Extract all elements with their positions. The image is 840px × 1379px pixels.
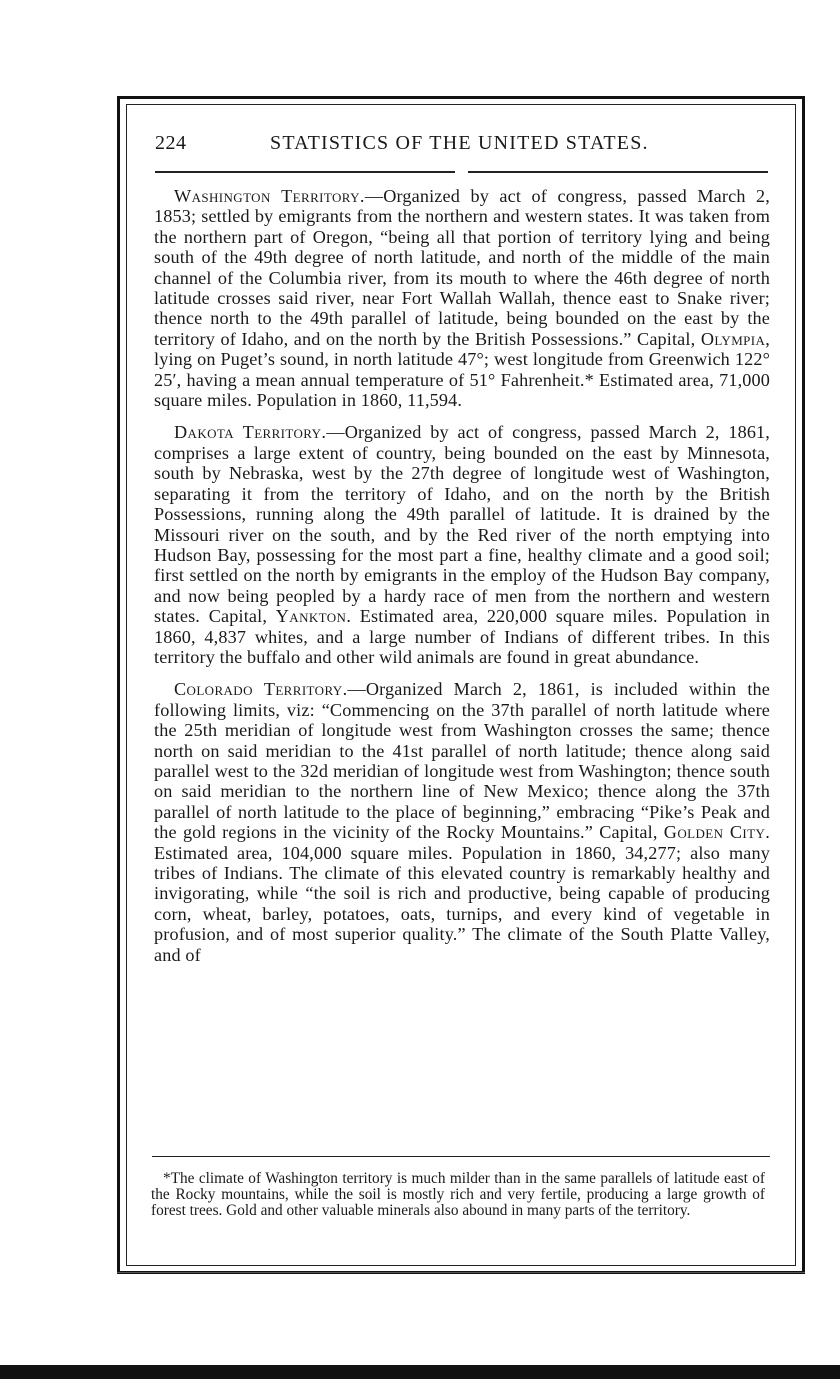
paragraph-text-continued: , lying on Puget’s sound, in north latitude 47°; west longitude from Greenwich 122° 25′, having a mean annual temperature of 51° Fahrenheit.* Estimated area, 71,000 square miles. Population in 1860, 11,594. [154, 328, 770, 411]
paragraph-text-continued: . Estimated area, 104,000 square miles. Population in 1860, 34,277; also many tribes of Indians. The climate of this elevated country is remarkably healthy and invigorating, while “the soil is rich and productive, being capable of producing corn, wheat, barley, potatoes, oats, turnips, and every kind of vegetable in profusion, and of most superior quality.” The climate of the South Platte Valley, and of [154, 822, 770, 965]
running-title: STATISTICS OF THE UNITED STATES. [270, 132, 649, 154]
page-number: 224 [155, 132, 187, 154]
scan-edge-mark [0, 1365, 840, 1379]
paragraph-colorado-territory [154, 679, 770, 965]
paragraph-dakota-territory [154, 422, 770, 667]
paragraph-text-continued: . Estimated area, 220,000 square miles. Population in 1860, 4,837 whites, and a large number of Indians of different tribes. In this territory the buffalo and other wild animals are found in great abundance. [154, 606, 770, 667]
footnote: *The climate of Washington territory is much milder than in the same parallels of latitude east of the Rocky mountains, while the soil is mostly rich and very fertile, producing a large growth of forest trees. Gold and other valuable minerals also abound in many parts of the territory. [151, 1170, 765, 1220]
bottom-rule [117, 1272, 805, 1273]
capital-name: Olympia [700, 328, 766, 349]
paragraph-heading: Dakota Territory. [174, 422, 327, 443]
capital-name: Golden City [663, 822, 766, 843]
capital-name: Yankton [275, 606, 347, 627]
footnote-divider [152, 1156, 770, 1157]
paragraph-washington-territory [154, 186, 770, 410]
paragraph-text: —Organized March 2, 1861, is included within the following limits, viz: “Commencing on the 37th parallel of north latitude where the 25th meridian of longitude west from Washington crosses the same; thence north on said meridian to the 41st parallel of north latitude; thence along said parallel west to the 32d meridian of longitude west from Washington; thence south on said meridian to the northern line of New Mexico; thence along the 37th parallel of north latitude to the place of beginning,” embracing “Pike’s Peak and the gold regions in the vicinity of the Rocky Mountains.” Capital, [154, 679, 770, 843]
paragraph-heading: Colorado Territory. [174, 679, 348, 700]
body-text [154, 186, 770, 965]
paragraph-heading: Washington Territory. [174, 186, 365, 206]
header-rule-right [468, 171, 768, 173]
paragraph-text: —Organized by act of congress, passed March 2, 1853; settled by emigrants from the northern and western states. It was taken from the northern part of Oregon, “being all that portion of territory lying and being south of the 49th degree of north latitude, and north of the middle of the main channel of the Columbia river, from its mouth to where the 46th degree of north latitude crosses said river, near Fort Wallah Wallah, thence east to Snake river; thence north to the 49th parallel of latitude, being bounded on the east by the territory of Idaho, and on the north by the British Possessions.” Capital, [154, 186, 770, 349]
header-rule-left [155, 171, 455, 173]
paragraph-text: —Organized by act of congress, passed March 2, 1861, comprises a large extent of country, being bounded on the east by Minnesota, south by Nebraska, west by the 27th degree of longitude west of Washington, separating it from the territory of Idaho, and on the north by the British Possessions, running along the 49th parallel of latitude. It is drained by the Missouri river on the south, and by the Red river of the north emptying into Hudson Bay, possessing for the most part a fine, healthy climate and a good soil; first settled on the north by emigrants in the employ of the Hudson Bay company, and now being peopled by a hardy race of men from the northern and western states. Capital, [154, 422, 771, 627]
page-header [155, 128, 770, 162]
